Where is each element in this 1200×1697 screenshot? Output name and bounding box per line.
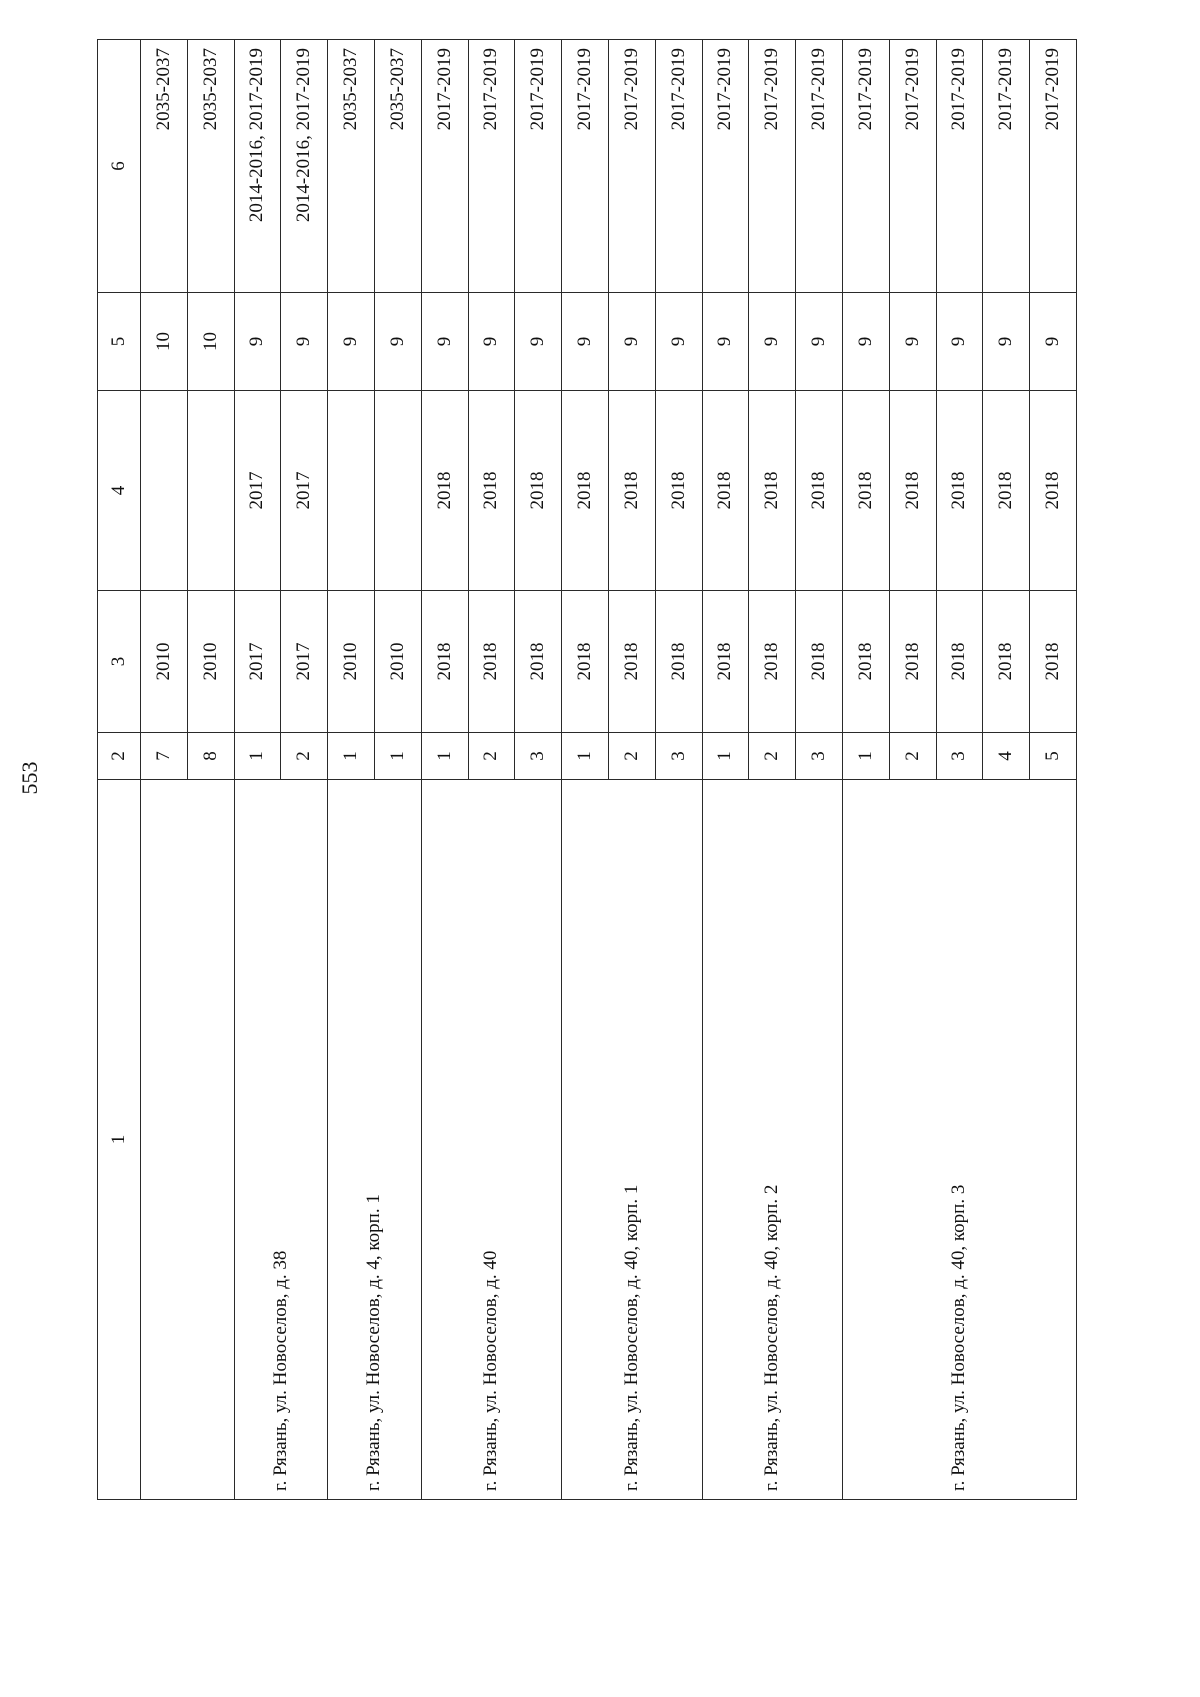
table-row (562, 40, 609, 1500)
cell-c5: 10 (141, 293, 188, 391)
column-header: 6 (98, 40, 141, 293)
cell-c4: 2018 (515, 391, 562, 591)
cell-c5: 9 (1030, 293, 1077, 391)
cell-c3: 2018 (983, 591, 1030, 733)
cell-c4 (328, 391, 375, 591)
cell-c4 (141, 391, 188, 591)
cell-c4: 2018 (749, 391, 796, 591)
column-header: 4 (98, 391, 141, 591)
cell-c5: 9 (608, 293, 655, 391)
cell-c4: 2018 (889, 391, 936, 591)
cell-c3: 2017 (234, 591, 281, 733)
address-cell: г. Рязань, ул. Новоселов, д. 40, корп. 1 (562, 780, 702, 1500)
cell-c5: 9 (796, 293, 843, 391)
cell-c6: 2017-2019 (608, 40, 655, 293)
cell-c6: 2017-2019 (655, 40, 702, 293)
cell-c5: 9 (328, 293, 375, 391)
table-body (98, 40, 1077, 1500)
cell-c6: 2017-2019 (421, 40, 468, 293)
cell-c4: 2018 (1030, 391, 1077, 591)
cell-c6: 2035-2037 (328, 40, 375, 293)
cell-c3: 2018 (655, 591, 702, 733)
cell-n: 1 (328, 733, 375, 780)
cell-c3: 2018 (749, 591, 796, 733)
address-cell: г. Рязань, ул. Новоселов, д. 4, корп. 1 (328, 780, 422, 1500)
table-row (702, 40, 749, 1500)
table-header-row (98, 40, 141, 1500)
address-cell: г. Рязань, ул. Новоселов, д. 40 (421, 780, 561, 1500)
cell-c6: 2014-2016, 2017-2019 (234, 40, 281, 293)
cell-c4: 2018 (842, 391, 889, 591)
cell-c3: 2010 (328, 591, 375, 733)
cell-n: 3 (655, 733, 702, 780)
cell-c5: 9 (889, 293, 936, 391)
cell-c3: 2018 (608, 591, 655, 733)
cell-c5: 9 (749, 293, 796, 391)
cell-c4: 2018 (562, 391, 609, 591)
cell-c3: 2018 (842, 591, 889, 733)
address-cell: г. Рязань, ул. Новоселов, д. 38 (234, 780, 328, 1500)
column-header: 1 (98, 780, 141, 1500)
column-header: 3 (98, 591, 141, 733)
cell-c5: 9 (421, 293, 468, 391)
cell-n: 8 (187, 733, 234, 780)
cell-n: 4 (983, 733, 1030, 780)
cell-n: 1 (421, 733, 468, 780)
cell-c6: 2035-2037 (187, 40, 234, 293)
cell-c5: 9 (515, 293, 562, 391)
cell-c4 (187, 391, 234, 591)
cell-c5: 9 (655, 293, 702, 391)
cell-c6: 2017-2019 (468, 40, 515, 293)
cell-c5: 9 (936, 293, 983, 391)
cell-c5: 9 (842, 293, 889, 391)
table-row (842, 40, 889, 1500)
cell-c3: 2017 (281, 591, 328, 733)
cell-c5: 10 (187, 293, 234, 391)
cell-c3: 2018 (421, 591, 468, 733)
cell-c3: 2018 (702, 591, 749, 733)
cell-n: 3 (515, 733, 562, 780)
cell-c5: 9 (468, 293, 515, 391)
cell-c6: 2017-2019 (562, 40, 609, 293)
table-row (141, 40, 188, 1500)
rotated-table-container (97, 40, 1077, 1500)
cell-c6: 2035-2037 (141, 40, 188, 293)
cell-c4: 2017 (281, 391, 328, 591)
cell-c4: 2017 (234, 391, 281, 591)
cell-c6: 2017-2019 (1030, 40, 1077, 293)
cell-c4: 2018 (421, 391, 468, 591)
cell-c3: 2018 (515, 591, 562, 733)
cell-c4: 2018 (796, 391, 843, 591)
cell-n: 2 (749, 733, 796, 780)
cell-c6: 2017-2019 (842, 40, 889, 293)
column-header: 2 (98, 733, 141, 780)
cell-n: 1 (562, 733, 609, 780)
cell-c5: 9 (983, 293, 1030, 391)
cell-c4 (374, 391, 421, 591)
cell-c6: 2017-2019 (749, 40, 796, 293)
cell-c5: 9 (281, 293, 328, 391)
column-header: 5 (98, 293, 141, 391)
cell-n: 1 (842, 733, 889, 780)
cell-n: 1 (702, 733, 749, 780)
cell-c5: 9 (562, 293, 609, 391)
cell-n: 7 (141, 733, 188, 780)
table-row (234, 40, 281, 1500)
address-cell (141, 780, 235, 1500)
cell-c6: 2014-2016, 2017-2019 (281, 40, 328, 293)
cell-c4: 2018 (468, 391, 515, 591)
address-cell: г. Рязань, ул. Новоселов, д. 40, корп. 2 (702, 780, 842, 1500)
cell-c3: 2018 (468, 591, 515, 733)
cell-c5: 9 (702, 293, 749, 391)
cell-n: 2 (468, 733, 515, 780)
cell-c4: 2018 (702, 391, 749, 591)
cell-c6: 2035-2037 (374, 40, 421, 293)
cell-n: 2 (608, 733, 655, 780)
cell-c6: 2017-2019 (889, 40, 936, 293)
cell-c6: 2017-2019 (983, 40, 1030, 293)
table-row (421, 40, 468, 1500)
cell-c6: 2017-2019 (796, 40, 843, 293)
cell-n: 2 (281, 733, 328, 780)
cell-c4: 2018 (608, 391, 655, 591)
cell-c3: 2018 (889, 591, 936, 733)
cell-c3: 2018 (796, 591, 843, 733)
cell-c5: 9 (374, 293, 421, 391)
address-cell: г. Рязань, ул. Новоселов, д. 40, корп. 3 (842, 780, 1076, 1500)
schedule-table (97, 39, 1077, 1500)
cell-c6: 2017-2019 (515, 40, 562, 293)
cell-c6: 2017-2019 (936, 40, 983, 293)
cell-n: 5 (1030, 733, 1077, 780)
cell-n: 1 (234, 733, 281, 780)
cell-c4: 2018 (983, 391, 1030, 591)
cell-n: 3 (936, 733, 983, 780)
cell-c3: 2010 (374, 591, 421, 733)
cell-n: 3 (796, 733, 843, 780)
cell-c6: 2017-2019 (702, 40, 749, 293)
cell-c3: 2018 (1030, 591, 1077, 733)
cell-c3: 2010 (187, 591, 234, 733)
cell-c4: 2018 (655, 391, 702, 591)
cell-n: 2 (889, 733, 936, 780)
cell-c5: 9 (234, 293, 281, 391)
cell-n: 1 (374, 733, 421, 780)
table-row (328, 40, 375, 1500)
cell-c3: 2018 (936, 591, 983, 733)
cell-c3: 2010 (141, 591, 188, 733)
cell-c4: 2018 (936, 391, 983, 591)
page-number: 553 (17, 761, 42, 795)
cell-c3: 2018 (562, 591, 609, 733)
